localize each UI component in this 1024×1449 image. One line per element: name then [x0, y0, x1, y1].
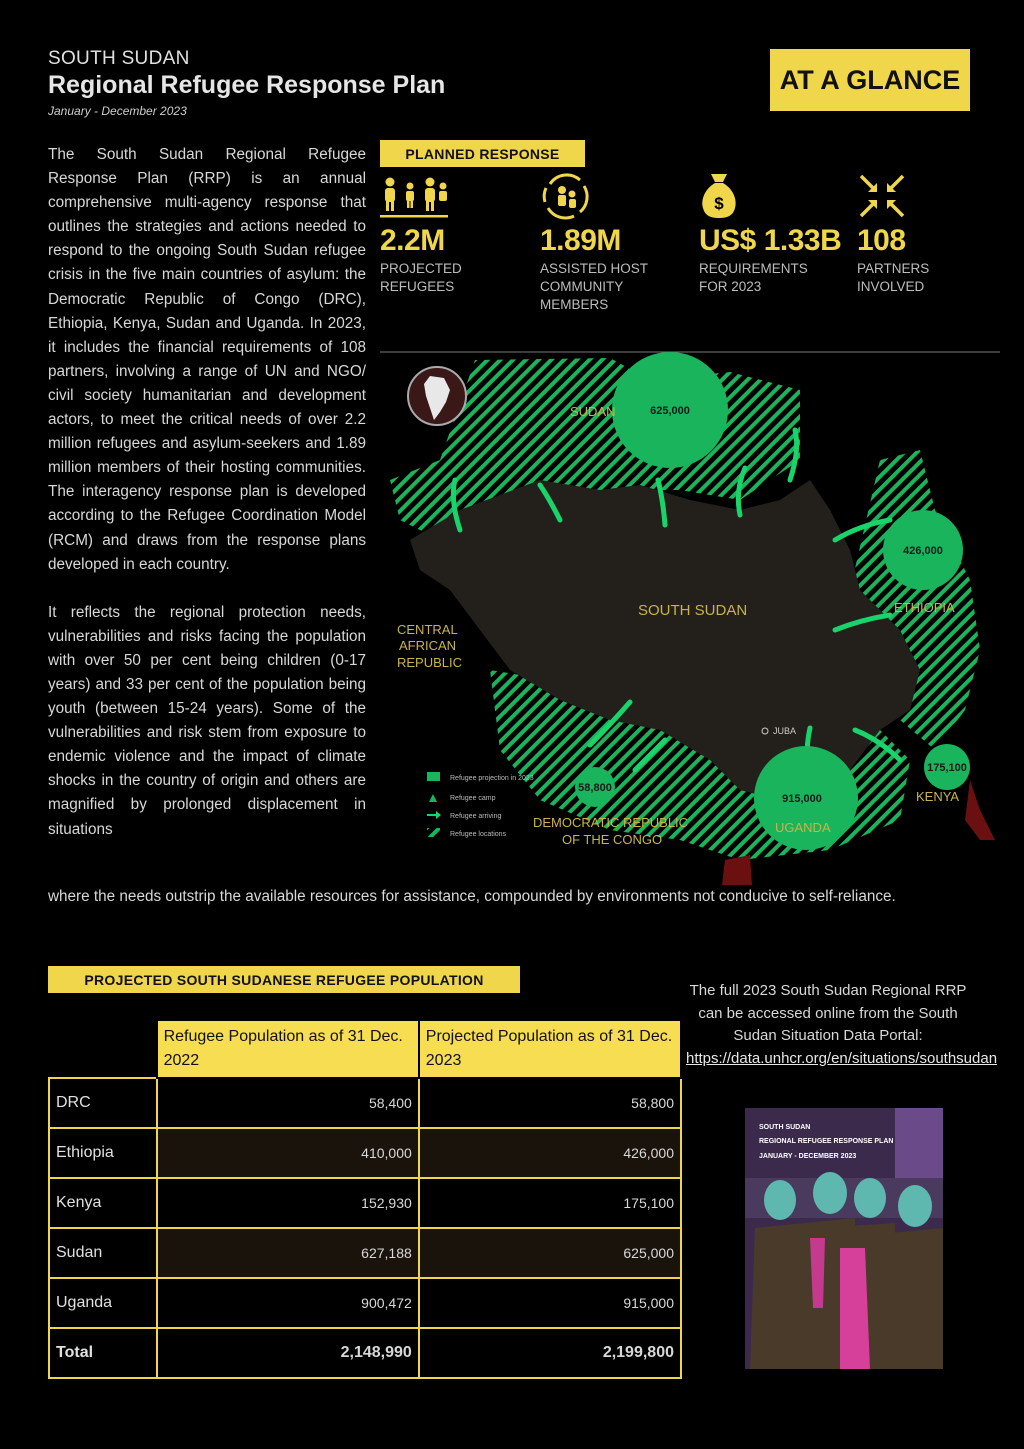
table-header-row: [49, 1020, 681, 1078]
stat-refugees-value: 2.2M: [380, 224, 445, 257]
region-map: [380, 350, 1000, 885]
row-value-2023: 625,000: [419, 1228, 681, 1278]
stat-host-community-label: ASSISTED HOST COMMUNITY MEMBERS: [540, 261, 649, 312]
ethiopia-label: ETHIOPIA: [894, 600, 955, 615]
row-country: Sudan: [49, 1228, 157, 1278]
table-row: [49, 1278, 681, 1328]
table-row: [49, 1178, 681, 1228]
intro-paragraph-1: The South Sudan Regional Refugee Response Plan (RRP) is an annual comprehensive multi-agency response that outlines the strategies and actions needed to respond to the ongoing South Sudan refugee crisis in the five main countries of asylum: the Democratic Republic of Congo (DRC), Ethiopia, Kenya, Sudan and Uganda. In 2023, it includes the financial requirements of 108 partners, involving a range of UN and NGO/ civil society humanitarian and development actors, to meet the critical needs of over 2.2 million refugees and asylum-seekers and 1.89 million members of their hosting communities. The interagency response plan is developed according to the Refugee Coordination Model (RCM) and draws from the response plans developed in each country.: [48, 146, 366, 573]
country-label: SOUTH SUDAN: [48, 48, 190, 69]
drc-label-line-1: DEMOCRATIC REPUBLIC: [533, 815, 689, 830]
legend-item-locations: Refugee locations: [450, 831, 507, 838]
partners-icon: [857, 170, 1007, 222]
kenya-label: KENYA: [916, 789, 960, 804]
column-header-2023: Projected Population as of 31 Dec. 2023: [419, 1020, 681, 1078]
row-country: Uganda: [49, 1278, 157, 1328]
table-row: [49, 1128, 681, 1178]
money-bag-icon: [699, 170, 849, 222]
row-value-2023: 58,800: [419, 1078, 681, 1128]
population-table: [48, 1019, 682, 1379]
kenya-value: 175,100: [927, 762, 967, 774]
stat-requirements-label: REQUIREMENTS FOR 2023: [699, 261, 808, 294]
row-value-2022: 627,188: [157, 1228, 419, 1278]
row-value-2023: 175,100: [419, 1178, 681, 1228]
row-value-2023: 426,000: [419, 1128, 681, 1178]
stat-requirements-value: US$ 1.33B: [699, 224, 842, 257]
table-row: [49, 1078, 681, 1128]
intro-paragraph-2-continued: where the needs outstrip the available resources for assistance, compounded by environments not conducive to self-reliance.: [48, 888, 896, 905]
period-label: January - December 2023: [48, 104, 187, 118]
stat-partners-label: PARTNERS INVOLVED: [857, 261, 930, 294]
kenya-red-area: [965, 780, 995, 840]
svg-text:$: $: [714, 194, 724, 213]
cover-line-2: REGIONAL REFUGEE RESPONSE PLAN: [759, 1138, 894, 1145]
stat-partners-value: 108: [857, 224, 906, 257]
page-title: Regional Refugee Response Plan: [48, 71, 446, 99]
intro-paragraph-2: It reflects the regional protection needs, vulnerabilities and risks facing the population with over 50 per cent being children (0-17 years) and 33 per cent of the population being youth (between 15-24 years). Some of the vulnerabilities and risk stem from exposure to endemic violence and the impact of climate shocks in the country of origin and others are magnified by prolonged displacement in situations: [48, 603, 366, 838]
row-value-2022: 410,000: [157, 1128, 419, 1178]
total-value-2022: 2,148,990: [157, 1328, 419, 1378]
legend-item-arriving: Refugee arriving: [450, 813, 502, 820]
stat-refugees-label: PROJECTED REFUGEES: [380, 261, 462, 294]
drc-label-line-2: OF THE CONGO: [562, 832, 663, 847]
row-country: DRC: [49, 1078, 157, 1128]
host-community-icon: [540, 170, 690, 222]
sudan-value: 625,000: [650, 405, 690, 417]
stat-refugees: [380, 170, 530, 296]
stat-host-community-value: 1.89M: [540, 224, 621, 257]
cover-line-1: SOUTH SUDAN: [759, 1124, 811, 1131]
legend-item-projection: Refugee projection in 2023: [450, 775, 534, 782]
legend-item-camp: Refugee camp: [450, 795, 496, 802]
uganda-value: 915,000: [782, 793, 822, 805]
portal-info: [686, 980, 998, 1070]
south-sudan-label: SOUTH SUDAN: [638, 602, 748, 619]
ethiopia-value: 426,000: [903, 545, 943, 557]
total-label: Total: [49, 1328, 157, 1378]
at-a-glance-badge: AT A GLANCE: [770, 49, 970, 111]
row-country: Kenya: [49, 1178, 157, 1228]
car-label-line-3: REPUBLIC: [397, 655, 463, 670]
portal-link[interactable]: https://data.unhcr.org/en/situations/southsudan: [686, 1049, 998, 1067]
planned-response-tag: PLANNED RESPONSE: [380, 140, 585, 167]
uganda-red-area: [722, 855, 752, 885]
row-value-2022: 900,472: [157, 1278, 419, 1328]
stat-requirements: [699, 170, 849, 296]
map-legend: [427, 772, 534, 838]
refugees-icon: [380, 170, 530, 222]
row-country: Ethiopia: [49, 1128, 157, 1178]
globe-icon: [408, 367, 466, 425]
drc-value: 58,800: [578, 782, 612, 794]
sudan-label: SUDAN: [570, 404, 616, 419]
row-value-2022: 152,930: [157, 1178, 419, 1228]
column-header-2022: Refugee Population as of 31 Dec. 2022: [157, 1020, 419, 1078]
car-label-line-2: AFRICAN: [399, 638, 457, 653]
cover-line-3: JANUARY - DECEMBER 2023: [759, 1153, 857, 1160]
juba-label: JUBA: [773, 726, 797, 736]
stat-partners: [857, 170, 1007, 296]
stat-host-community: [540, 170, 690, 314]
portal-text: The full 2023 South Sudan Regional RRP can be accessed online from the South Sudan Situation Data Portal:: [689, 982, 967, 1044]
table-row: [49, 1228, 681, 1278]
projected-population-tag: PROJECTED SOUTH SUDANESE REFUGEE POPULATION: [48, 966, 520, 993]
row-value-2022: 58,400: [157, 1078, 419, 1128]
car-label-line-1: CENTRAL: [397, 622, 458, 637]
report-cover-thumbnail[interactable]: [745, 1108, 943, 1369]
uganda-label: UGANDA: [775, 820, 831, 835]
row-value-2023: 915,000: [419, 1278, 681, 1328]
total-value-2023: 2,199,800: [419, 1328, 681, 1378]
table-total-row: [49, 1328, 681, 1378]
intro-text: [48, 143, 366, 866]
